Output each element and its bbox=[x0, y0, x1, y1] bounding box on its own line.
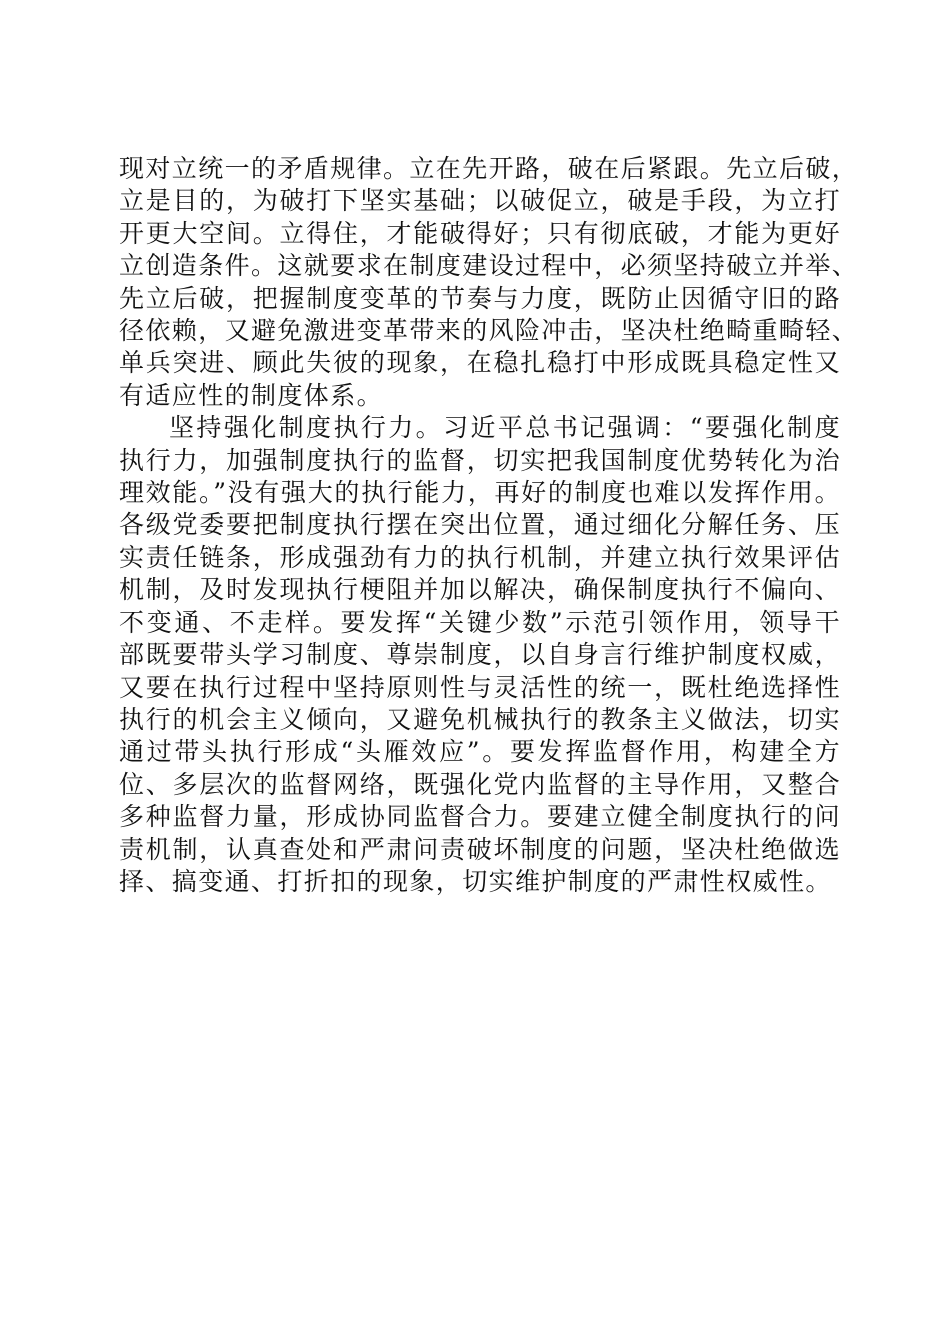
paragraph-line: 先立后破，把握制度变革的节奏与力度，既防止因循守旧的路 bbox=[119, 283, 841, 313]
paragraph-line: 立是目的，为破打下坚实基础；以破促立，破是手段，为立打 bbox=[119, 186, 841, 216]
paragraph-line: 开更大空间。立得住，才能破得好；只有彻底破，才能为更好 bbox=[119, 218, 841, 248]
paragraph-line: 单兵突进、顾此失彼的现象，在稳扎稳打中形成既具稳定性又 bbox=[119, 348, 841, 378]
paragraph-line: 径依赖，又避免激进变革带来的风险冲击，坚决杜绝畸重畸轻、 bbox=[119, 316, 859, 346]
document-body bbox=[119, 153, 859, 898]
paragraph-line: 理效能。”没有强大的执行能力，再好的制度也难以发挥作用。 bbox=[119, 478, 841, 508]
paragraph-line: 位、多层次的监督网络，既强化党内监督的主导作用，又整合 bbox=[119, 769, 841, 799]
paragraph-line: 通过带头执行形成“头雁效应”。要发挥监督作用，构建全方 bbox=[119, 737, 841, 767]
paragraph-line: 立创造条件。这就要求在制度建设过程中，必须坚持破立并举、 bbox=[119, 251, 859, 281]
paragraph-line: 机制，及时发现执行梗阻并加以解决，确保制度执行不偏向、 bbox=[119, 575, 841, 605]
paragraph-line: 各级党委要把制度执行摆在突出位置，通过细化分解任务、压 bbox=[119, 510, 841, 540]
paragraph-line: 不变通、不走样。要发挥“关键少数”示范引领作用，领导干 bbox=[119, 607, 841, 637]
paragraph-line: 择、搞变通、打折扣的现象，切实维护制度的严肃性权威性。 bbox=[119, 866, 832, 896]
paragraph-line: 有适应性的制度体系。 bbox=[119, 380, 384, 410]
paragraph-line: 部既要带头学习制度、尊崇制度，以自身言行维护制度权威， bbox=[119, 640, 841, 670]
paragraph-line: 多种监督力量，形成协同监督合力。要建立健全制度执行的问 bbox=[119, 802, 841, 832]
paragraph-line: 又要在执行过程中坚持原则性与灵活性的统一，既杜绝选择性 bbox=[119, 672, 841, 702]
paragraph-2 bbox=[119, 412, 841, 898]
paragraph-line: 现对立统一的矛盾规律。立在先开路，破在后紧跟。先立后破， bbox=[119, 154, 859, 183]
paragraph-line: 执行的机会主义倾向，又避免机械执行的教条主义做法，切实 bbox=[119, 704, 841, 734]
paragraph-line: 执行力，加强制度执行的监督，切实把我国制度优势转化为治 bbox=[119, 445, 841, 475]
paragraph-line: 责机制，认真查处和严肃问责破坏制度的问题，坚决杜绝做选 bbox=[119, 834, 841, 864]
paragraph-1 bbox=[119, 153, 859, 412]
paragraph-line: 坚持强化制度执行力。习近平总书记强调：“要强化制度 bbox=[169, 413, 841, 443]
paragraph-line: 实责任链条，形成强劲有力的执行机制，并建立执行效果评估 bbox=[119, 542, 841, 572]
